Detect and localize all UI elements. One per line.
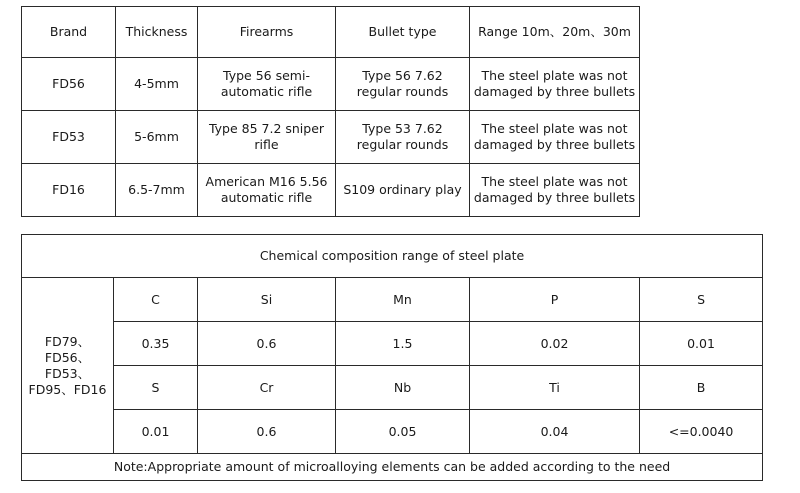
composition-title: Chemical composition range of steel plate bbox=[22, 235, 763, 278]
brand-list-cell: FD79、FD56、FD53、FD95、FD16 bbox=[22, 278, 114, 454]
element-label: Ti bbox=[470, 366, 640, 410]
cell-range-result: The steel plate was not damaged by three bullets bbox=[470, 164, 640, 217]
element-value: 0.6 bbox=[198, 322, 336, 366]
table-row bbox=[22, 111, 640, 164]
note-text: Note:Appropriate amount of microalloying elements can be added according to the need bbox=[22, 454, 763, 481]
cell-thickness: 5-6mm bbox=[116, 111, 198, 164]
cell-thickness: 4-5mm bbox=[116, 58, 198, 111]
element-value: 1.5 bbox=[336, 322, 470, 366]
element-label: Cr bbox=[198, 366, 336, 410]
element-value: 0.05 bbox=[336, 410, 470, 454]
element-label: P bbox=[470, 278, 640, 322]
element-value: 0.04 bbox=[470, 410, 640, 454]
element-label: Mn bbox=[336, 278, 470, 322]
header-brand: Brand bbox=[22, 7, 116, 58]
element-label: C bbox=[114, 278, 198, 322]
cell-firearms: American M16 5.56 automatic rifle bbox=[198, 164, 336, 217]
firearms-test-table bbox=[21, 6, 640, 217]
header-thickness: Thickness bbox=[116, 7, 198, 58]
cell-bullet-type: Type 53 7.62 regular rounds bbox=[336, 111, 470, 164]
element-label: S bbox=[114, 366, 198, 410]
header-bullet-type: Bullet type bbox=[336, 7, 470, 58]
cell-bullet-type: Type 56 7.62 regular rounds bbox=[336, 58, 470, 111]
header-range: Range 10m、20m、30m bbox=[470, 7, 640, 58]
element-row bbox=[22, 366, 763, 410]
cell-range-result: The steel plate was not damaged by three bullets bbox=[470, 111, 640, 164]
table-row bbox=[22, 58, 640, 111]
value-row bbox=[22, 322, 763, 366]
header-firearms: Firearms bbox=[198, 7, 336, 58]
cell-brand: FD56 bbox=[22, 58, 116, 111]
cell-brand: FD16 bbox=[22, 164, 116, 217]
cell-firearms: Type 85 7.2 sniper rifle bbox=[198, 111, 336, 164]
element-value: 0.6 bbox=[198, 410, 336, 454]
table-header-row bbox=[22, 7, 640, 58]
element-label: S bbox=[640, 278, 763, 322]
element-value: 0.35 bbox=[114, 322, 198, 366]
element-label: B bbox=[640, 366, 763, 410]
cell-thickness: 6.5-7mm bbox=[116, 164, 198, 217]
table-row bbox=[22, 164, 640, 217]
cell-firearms: Type 56 semi-automatic rifle bbox=[198, 58, 336, 111]
note-row bbox=[22, 454, 763, 481]
cell-range-result: The steel plate was not damaged by three bullets bbox=[470, 58, 640, 111]
cell-bullet-type: S109 ordinary play bbox=[336, 164, 470, 217]
cell-brand: FD53 bbox=[22, 111, 116, 164]
table-title-row bbox=[22, 235, 763, 278]
value-row bbox=[22, 410, 763, 454]
element-value: <=0.0040 bbox=[640, 410, 763, 454]
element-value: 0.01 bbox=[640, 322, 763, 366]
element-row bbox=[22, 278, 763, 322]
element-value: 0.01 bbox=[114, 410, 198, 454]
element-label: Nb bbox=[336, 366, 470, 410]
element-value: 0.02 bbox=[470, 322, 640, 366]
chemical-composition-table bbox=[21, 234, 763, 481]
element-label: Si bbox=[198, 278, 336, 322]
